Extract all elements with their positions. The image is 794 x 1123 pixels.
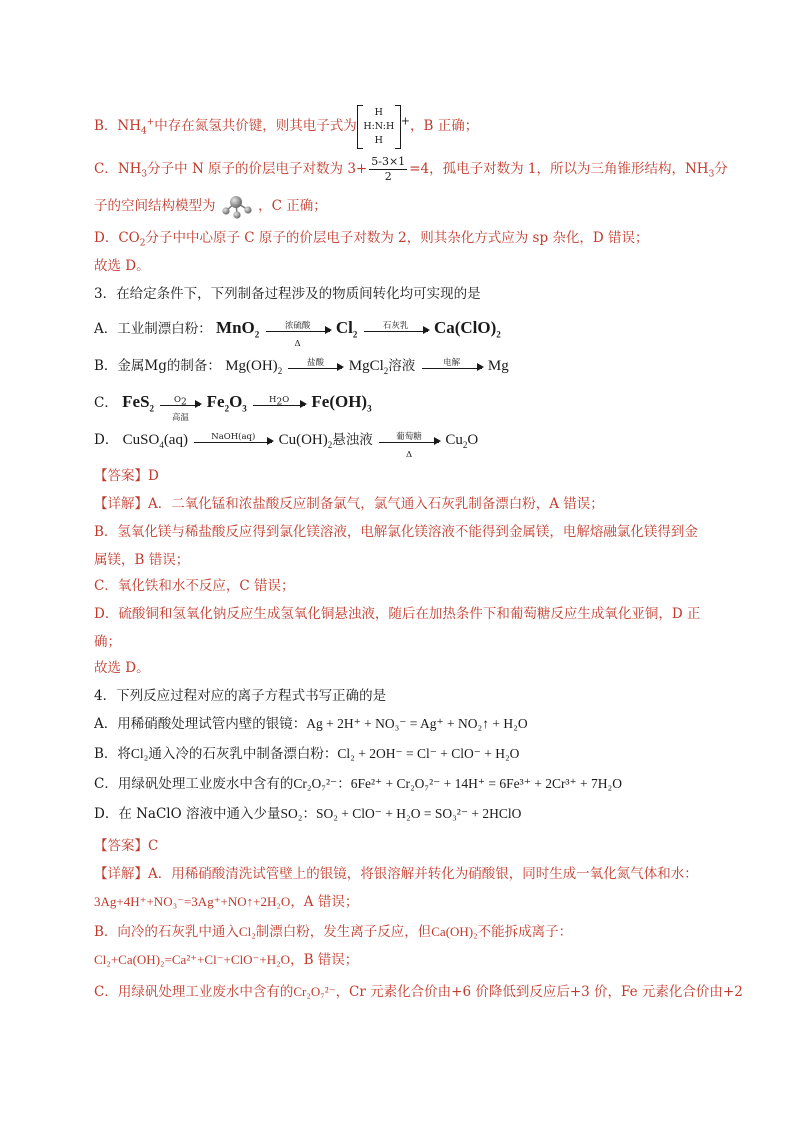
q4-option-A: A．用稀硝酸处理试管内壁的银镜：Ag + 2H⁺ + NO₃⁻ = Ag⁺ + NO₂↑ + H₂O bbox=[94, 716, 528, 732]
electron-formula-nh4: H H:N:H H bbox=[357, 105, 401, 149]
q2-conclusion: 故选 D。 bbox=[94, 258, 150, 274]
equation: Ag + 2H⁺ + NO₃⁻ = Ag⁺ + NO₂↑ + H₂O bbox=[306, 716, 528, 731]
reaction-arrow: $O_2$ 高温 bbox=[160, 401, 200, 406]
equation: 3Ag+4H⁺+NO₃⁻=3Ag⁺+NO↑+2H₂O bbox=[94, 894, 291, 909]
reaction-arrow: NaOH(aq) bbox=[194, 438, 272, 443]
equation: Cl₂+Ca(OH)₂=Ca²⁺+Cl⁻+ClO⁻+H₂O bbox=[94, 952, 291, 967]
reaction-arrow: 盐酸 bbox=[288, 364, 342, 369]
equation: SO₂ + ClO⁻ + H₂O = SO₃²⁻ + 2HClO bbox=[315, 806, 522, 821]
q4-detail-B1: B．向冷的石灰乳中通入Cl₂制漂白粉，发生离子反应，但Ca(OH)₂不能拆成离子： bbox=[94, 924, 573, 940]
q2-explain-D: D．$CO_2$分子中中心原子 C 原子的价层电子对数为 2，则其杂化方式应为 sp 杂化，D 错误； bbox=[94, 230, 649, 249]
q3-detail-B2: 属镁，B 错误； bbox=[94, 552, 190, 568]
q2-explain-C-line2: 子的空间结构模型为 ，C 正确； bbox=[94, 192, 327, 220]
q4-option-B: B．将Cl₂通入冷的石灰乳中制备漂白粉：Cl₂ + 2OH⁻ = Cl⁻ + ClO⁻ + H₂O bbox=[94, 746, 520, 762]
fraction: $\frac{5-3\times 1}{2}$ bbox=[371, 155, 406, 183]
q3-detail-B1: B．氢氧化镁与稀盐酸反应得到氯化镁溶液，电解氯化镁溶液不能得到金属镁，电解熔融氯化镁得到金 bbox=[94, 524, 698, 540]
q3-option-D: D． CuSO$_4$(aq) NaOH(aq) $Cu(OH)_2$悬浊液 葡萄糖 Δ $Cu_2O$ bbox=[94, 432, 479, 460]
ball-stick-model-icon bbox=[220, 194, 254, 220]
q3-option-B: B．金属Mg的制备： $Mg(OH)_2$ 盐酸 MgCl$_2$溶液 电解 Mg bbox=[94, 358, 509, 376]
q3-detail-D2: 确； bbox=[94, 634, 121, 650]
q2-explain-C-line1: C．$NH_3$分子中 N 原子的价层电子对数为 3+ $\frac{5-3\times 1}{2}$ =4，孤电子对数为 1，所以为三角锥形结构，$NH_3$分 bbox=[94, 155, 728, 183]
q4-answer: 【答案】C bbox=[94, 838, 159, 854]
q3-stem: 3．在给定条件下，下列制备过程涉及的物质间转化均可实现的是 bbox=[94, 286, 481, 302]
q4-stem: 4．下列反应过程对应的离子方程式书写正确的是 bbox=[94, 688, 387, 704]
reaction-arrow: 石灰乳 bbox=[364, 327, 428, 332]
q2-explain-B: B．$NH_4^+$中存在氮氢共价键，则其电子式为 H H:N:H H +，B 正确； bbox=[94, 104, 478, 148]
q4-detail-C1: C．用绿矾处理工业废水中含有的Cr₂O₇²⁻，Cr 元素化合价由+6 价降低到反应后+3 价，Fe 元素化合价由+2 bbox=[94, 984, 743, 1000]
q3-option-A: A．工业制漂白粉： MnO$_2$ 浓硫酸 Δ $Cl_2$ 石灰乳 $Ca(ClO)_2$ bbox=[94, 318, 501, 349]
q4-option-C: C．用绿矾处理工业废水中含有的Cr₂O₇²⁻：6Fe²⁺ + Cr₂O₇²⁻ + 14H⁺ = 6Fe³⁺ + 2Cr³⁺ + 7H₂O bbox=[94, 776, 622, 792]
q4-option-D: D．在 NaClO 溶液中通入少量SO₂：SO₂ + ClO⁻ + H₂O = SO₃²⁻ + 2HClO bbox=[94, 806, 522, 822]
q3-detail-D1: D．硫酸铜和氢氧化钠反应生成氢氧化铜悬浊液，随后在加热条件下和葡萄糖反应生成氧化亚铜，D 正 bbox=[94, 606, 701, 622]
reaction-arrow: 浓硫酸 Δ bbox=[266, 327, 330, 332]
q4-detail-A2: 3Ag+4H⁺+NO₃⁻=3Ag⁺+NO↑+2H₂O，A 错误； bbox=[94, 894, 359, 910]
q4-detail-B2: Cl₂+Ca(OH)₂=Ca²⁺+Cl⁻+ClO⁻+H₂O，B 错误； bbox=[94, 952, 359, 968]
ammonium-charge: + bbox=[146, 117, 155, 128]
q3-option-C: C． FeS$_2$ $O_2$ 高温 $Fe_2O_3$ $H_2O$ $Fe(OH)_3$ bbox=[94, 392, 372, 423]
equation: Cl₂ + 2OH⁻ = Cl⁻ + ClO⁻ + H₂O bbox=[337, 746, 520, 761]
equation: 6Fe²⁺ + Cr₂O₇²⁻ + 14H⁺ = 6Fe³⁺ + 2Cr³⁺ + 7H₂O bbox=[350, 776, 622, 791]
q3-detail-A: 【详解】A．二氧化锰和浓盐酸反应制备氯气，氯气通入石灰乳制备漂白粉，A 错误； bbox=[94, 496, 604, 512]
q3-answer: 【答案】D bbox=[94, 468, 159, 484]
q3-detail-C: C．氧化铁和水不反应，C 错误； bbox=[94, 578, 295, 594]
q4-detail-A1: 【详解】A．用稀硝酸清洗试管壁上的银镜，将银溶解并转化为硝酸银，同时生成一氧化氮气体和水： bbox=[94, 866, 698, 882]
reaction-arrow: 电解 bbox=[422, 364, 482, 369]
reaction-arrow: $H_2O$ bbox=[253, 401, 305, 406]
q3-conclusion: 故选 D。 bbox=[94, 660, 150, 676]
reaction-arrow: 葡萄糖 Δ bbox=[379, 438, 439, 443]
